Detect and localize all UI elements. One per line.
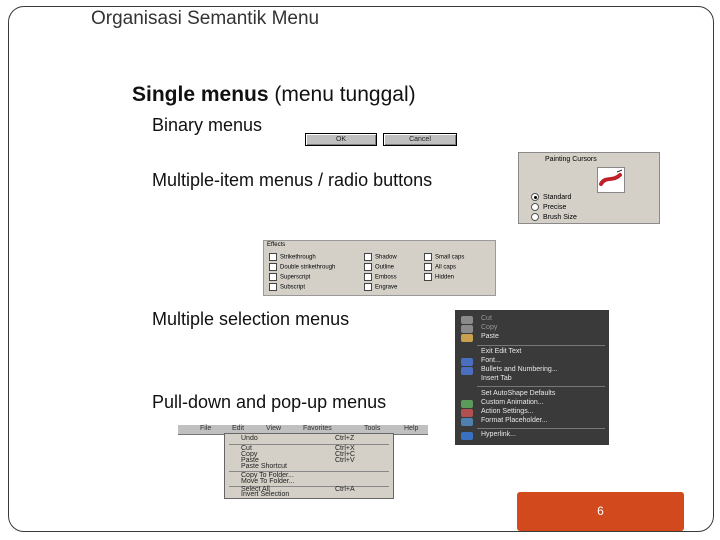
radio-standard[interactable] — [531, 193, 571, 201]
checkbox-superscript[interactable] — [269, 273, 310, 281]
heading-rest: (menu tunggal) — [268, 83, 416, 106]
checkbox-box — [364, 253, 372, 261]
menu-item-bullets[interactable]: Bullets and Numbering... — [481, 366, 558, 373]
radio-precise[interactable] — [531, 203, 566, 211]
shortcut-label: Ctrl+X — [335, 445, 355, 452]
checkbox-box — [424, 263, 432, 271]
checkbox-label: Double strikethrough — [280, 264, 336, 271]
item-pulldown — [151, 392, 386, 413]
menu-item-font[interactable]: Font... — [481, 357, 501, 364]
item-label: Multiple-item menus / radio buttons — [152, 170, 433, 190]
globe-icon — [461, 432, 473, 440]
checkbox-box — [424, 273, 432, 281]
checkbox-hidden[interactable] — [424, 273, 454, 281]
heading-single-menus — [131, 83, 416, 107]
dropdown-item-copy-to-folder[interactable]: Copy To Folder... — [241, 472, 294, 479]
action-icon — [461, 409, 473, 417]
radio-dot — [531, 213, 539, 221]
edit-dropdown — [224, 433, 394, 499]
heading-bold: Single menus — [132, 83, 269, 106]
checkbox-engrave[interactable] — [364, 283, 397, 291]
dropdown-item-undo[interactable]: Undo — [241, 435, 258, 442]
effects-title: Effects — [267, 242, 286, 248]
dropdown-item-select-all[interactable]: Select All — [241, 486, 270, 493]
checkbox-label: Outline — [375, 264, 395, 271]
format-icon — [461, 418, 473, 426]
checkbox-subscript[interactable] — [269, 283, 305, 291]
menu-tools[interactable]: Tools — [364, 425, 381, 432]
checkbox-label: Emboss — [375, 274, 397, 281]
menu-item-autoshape-defaults[interactable]: Set AutoShape Defaults — [481, 390, 556, 397]
dropdown-item-cut[interactable]: Cut — [241, 445, 252, 452]
radio-label: Standard — [543, 193, 572, 201]
menu-divider — [229, 444, 389, 445]
dropdown-item-copy[interactable]: Copy — [241, 451, 258, 458]
item-label: Multiple selection menus — [152, 309, 350, 329]
checkbox-box — [269, 263, 277, 271]
item-multiple-item — [151, 170, 432, 191]
menu-edit[interactable]: Edit — [232, 425, 245, 432]
cancel-button[interactable]: Cancel — [383, 133, 457, 146]
checkbox-label: Superscript — [280, 274, 311, 281]
dropdown-item-move-to-folder[interactable]: Move To Folder... — [241, 478, 295, 485]
checkbox-double-strikethrough[interactable] — [269, 263, 335, 271]
menu-item-custom-animation[interactable]: Custom Animation... — [481, 399, 544, 406]
checkbox-shadow[interactable] — [364, 253, 397, 261]
menu-favorites[interactable]: Favorites — [303, 425, 332, 432]
context-menu — [455, 310, 609, 445]
menu-file[interactable]: File — [200, 425, 212, 432]
menu-divider — [477, 345, 605, 346]
checkbox-box — [364, 263, 372, 271]
item-multiple-selection — [151, 309, 349, 330]
effects-panel — [263, 240, 496, 296]
menu-divider — [477, 386, 605, 387]
checkbox-label: All caps — [435, 264, 457, 271]
shortcut-label: Ctrl+V — [335, 457, 355, 464]
checkbox-label: Strikethrough — [280, 254, 316, 261]
menu-item-cut[interactable]: Cut — [481, 315, 492, 322]
paste-icon — [461, 334, 473, 342]
radio-brush-size[interactable] — [531, 213, 577, 221]
checkbox-small-caps[interactable] — [424, 253, 464, 261]
slide-title: Organisasi Semantik Menu — [91, 8, 320, 29]
copy-icon — [461, 325, 473, 333]
brush-icon — [597, 167, 625, 193]
menu-item-paste[interactable]: Paste — [481, 333, 499, 340]
checkbox-label: Shadow — [375, 254, 397, 261]
shortcut-label: Ctrl+Z — [335, 435, 355, 442]
menu-view[interactable]: View — [266, 425, 282, 432]
menu-item-exit-edit-text[interactable]: Exit Edit Text — [481, 348, 522, 355]
menu-item-action-settings[interactable]: Action Settings... — [481, 408, 534, 415]
dropdown-item-paste-shortcut[interactable]: Paste Shortcut — [241, 463, 287, 470]
bullets-icon — [461, 367, 473, 375]
radio-dot — [531, 193, 539, 201]
checkbox-label: Small caps — [435, 254, 465, 261]
checkbox-box — [269, 253, 277, 261]
checkbox-all-caps[interactable] — [424, 263, 456, 271]
checkbox-box — [364, 273, 372, 281]
menu-item-format-placeholder[interactable]: Format Placeholder... — [481, 417, 548, 424]
ok-button[interactable]: OK — [305, 133, 377, 146]
radio-dot — [531, 203, 539, 211]
checkbox-box — [269, 273, 277, 281]
checkbox-box — [269, 283, 277, 291]
item-label: Binary menus — [152, 115, 263, 135]
checkbox-box — [424, 253, 432, 261]
dropdown-item-paste[interactable]: Paste — [241, 457, 259, 464]
dropdown-item-invert-selection[interactable]: Invert Selection — [241, 491, 290, 498]
item-label: Pull-down and pop-up menus — [152, 392, 387, 412]
checkbox-label: Engrave — [375, 284, 398, 291]
panel-title: Painting Cursors — [545, 156, 597, 163]
menu-divider — [477, 428, 605, 429]
checkbox-box — [364, 283, 372, 291]
checkbox-emboss[interactable] — [364, 273, 397, 281]
checkbox-outline[interactable] — [364, 263, 394, 271]
shortcut-label: Ctrl+A — [335, 486, 355, 493]
font-icon — [461, 358, 473, 366]
checkbox-label: Hidden — [435, 274, 455, 281]
animation-icon — [461, 400, 473, 408]
page-number-badge: 6 — [517, 492, 684, 531]
menu-item-copy[interactable]: Copy — [481, 324, 498, 331]
radio-label: Precise — [543, 203, 567, 211]
scissors-icon — [461, 316, 473, 324]
item-binary — [151, 115, 262, 136]
checkbox-strikethrough[interactable] — [269, 253, 316, 261]
shortcut-label: Ctrl+C — [335, 451, 356, 458]
menu-item-hyperlink[interactable]: Hyperlink... — [481, 431, 517, 438]
radio-label: Brush Size — [543, 213, 577, 221]
painting-cursors-panel — [518, 152, 660, 224]
menu-item-insert-tab[interactable]: Insert Tab — [481, 375, 512, 382]
menu-help[interactable]: Help — [404, 425, 419, 432]
checkbox-label: Subscript — [280, 284, 306, 291]
